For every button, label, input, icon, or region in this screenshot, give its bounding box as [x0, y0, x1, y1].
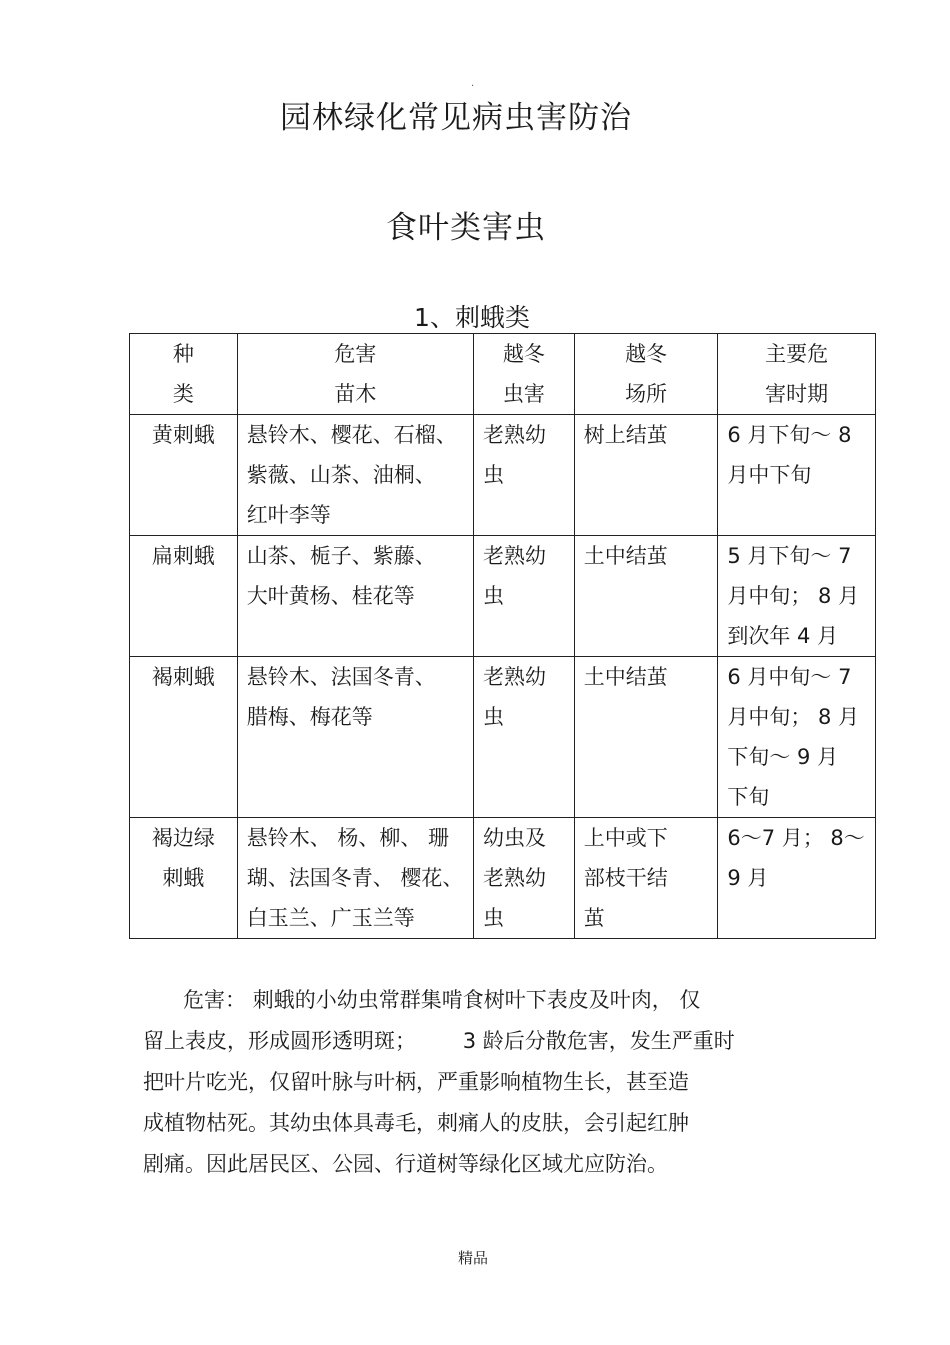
header-species: 种 类: [130, 334, 238, 415]
cell-line: 6 月下旬～ 8: [727, 423, 852, 447]
header-plants: 危害 苗木: [237, 334, 473, 415]
header-overwinter-site: 越冬 场所: [574, 334, 718, 415]
header-damage-period: 主要危 害时期: [718, 334, 876, 415]
cell-line: 大叶黄杨、桂花等: [246, 584, 415, 608]
cell-line: 悬铃木、 杨、柳、 珊: [246, 826, 450, 850]
header-mark: .: [471, 78, 475, 89]
cell-damage-period: [718, 818, 876, 939]
cell-plants: [237, 536, 473, 657]
table-row: [130, 818, 876, 939]
paragraph-line: 危害： 刺蛾的小幼虫常群集啃食树叶下表皮及叶肉， 仅: [143, 988, 701, 1012]
cell-line: 瑚、法国冬青、 樱花、: [246, 866, 464, 890]
cell-overwinter-stage: [474, 818, 575, 939]
cell-line: 土中结茧: [583, 544, 668, 568]
cell-damage-period: [718, 415, 876, 536]
cell-line: 幼虫及: [483, 826, 547, 850]
cell-species: [130, 536, 238, 657]
cell-line: 扁刺蛾: [151, 544, 215, 568]
cell-line: 树上结茧: [583, 423, 668, 447]
cell-line: 褐刺蛾: [151, 665, 215, 689]
cell-overwinter-stage: [474, 657, 575, 818]
cell-line: 虫: [483, 584, 505, 608]
table-row: [130, 415, 876, 536]
section-title: 1、刺蛾类: [414, 303, 530, 332]
paragraph-line: 成植物枯死。其幼虫体具毒毛，刺痛人的皮肤，会引起红肿: [143, 1111, 689, 1135]
cell-line: 上中或下: [583, 826, 668, 850]
cell-line: 土中结茧: [583, 665, 668, 689]
cell-line: 6 月中旬～ 7: [727, 665, 852, 689]
cell-overwinter-site: [574, 657, 718, 818]
cell-overwinter-stage: [474, 536, 575, 657]
pest-table: [129, 333, 876, 939]
table-row: [130, 536, 876, 657]
cell-line: 黄刺蛾: [151, 423, 215, 447]
cell-line: 悬铃木、樱花、石榴、: [246, 423, 457, 447]
cell-overwinter-site: [574, 536, 718, 657]
damage-paragraph: [143, 980, 783, 1185]
header-overwinter-stage: 越冬 虫害: [474, 334, 575, 415]
cell-line: 山茶、栀子、紫藤、: [246, 544, 436, 568]
cell-overwinter-stage: [474, 415, 575, 536]
paragraph-line: 把叶片吃光，仅留叶脉与叶柄，严重影响植物生长，甚至造: [143, 1070, 689, 1094]
cell-species: [130, 415, 238, 536]
cell-species: [130, 657, 238, 818]
page-subtitle: 食叶类害虫: [386, 210, 546, 246]
cell-line: 老熟幼: [483, 544, 547, 568]
cell-line: 下旬: [727, 785, 770, 809]
cell-species: [130, 818, 238, 939]
cell-line: 部枝干结: [583, 866, 668, 890]
cell-line: 红叶李等: [246, 503, 331, 527]
page-title: 园林绿化常见病虫害防治: [280, 100, 632, 136]
cell-line: 老熟幼: [483, 665, 547, 689]
cell-plants: [237, 415, 473, 536]
cell-damage-period: [718, 536, 876, 657]
cell-line: 刺蛾: [162, 866, 205, 890]
cell-overwinter-site: [574, 415, 718, 536]
paragraph-line: 剧痛。因此居民区、公园、行道树等绿化区域尤应防治。: [143, 1152, 668, 1176]
cell-line: 月中旬； 8 月: [727, 584, 860, 608]
cell-overwinter-site: [574, 818, 718, 939]
table-header-row: [130, 334, 876, 415]
cell-line: 5 月下旬～ 7: [727, 544, 852, 568]
cell-line: 褐边绿: [151, 826, 215, 850]
cell-line: 老熟幼: [483, 866, 547, 890]
table-row: [130, 657, 876, 818]
cell-line: 月中旬； 8 月: [727, 705, 860, 729]
cell-plants: [237, 657, 473, 818]
cell-line: 悬铃木、法国冬青、: [246, 665, 436, 689]
cell-line: 6～7 月； 8～: [727, 826, 865, 850]
cell-line: 紫薇、山茶、油桐、: [246, 463, 436, 487]
paragraph-line: 留上表皮，形成圆形透明斑； 3 龄后分散危害，发生严重时: [143, 1029, 735, 1053]
cell-line: 虫: [483, 906, 505, 930]
footer-text: 精品: [457, 1249, 488, 1267]
cell-line: 9 月: [727, 866, 769, 890]
cell-line: 月中下旬: [727, 463, 812, 487]
cell-line: 腊梅、梅花等: [246, 705, 373, 729]
cell-line: 虫: [483, 705, 505, 729]
cell-line: 老熟幼: [483, 423, 547, 447]
cell-line: 虫: [483, 463, 505, 487]
cell-line: 到次年 4 月: [727, 624, 839, 648]
cell-line: 茧: [583, 906, 605, 930]
cell-line: 下旬～ 9 月: [727, 745, 839, 769]
cell-damage-period: [718, 657, 876, 818]
cell-plants: [237, 818, 473, 939]
cell-line: 白玉兰、广玉兰等: [246, 906, 415, 930]
